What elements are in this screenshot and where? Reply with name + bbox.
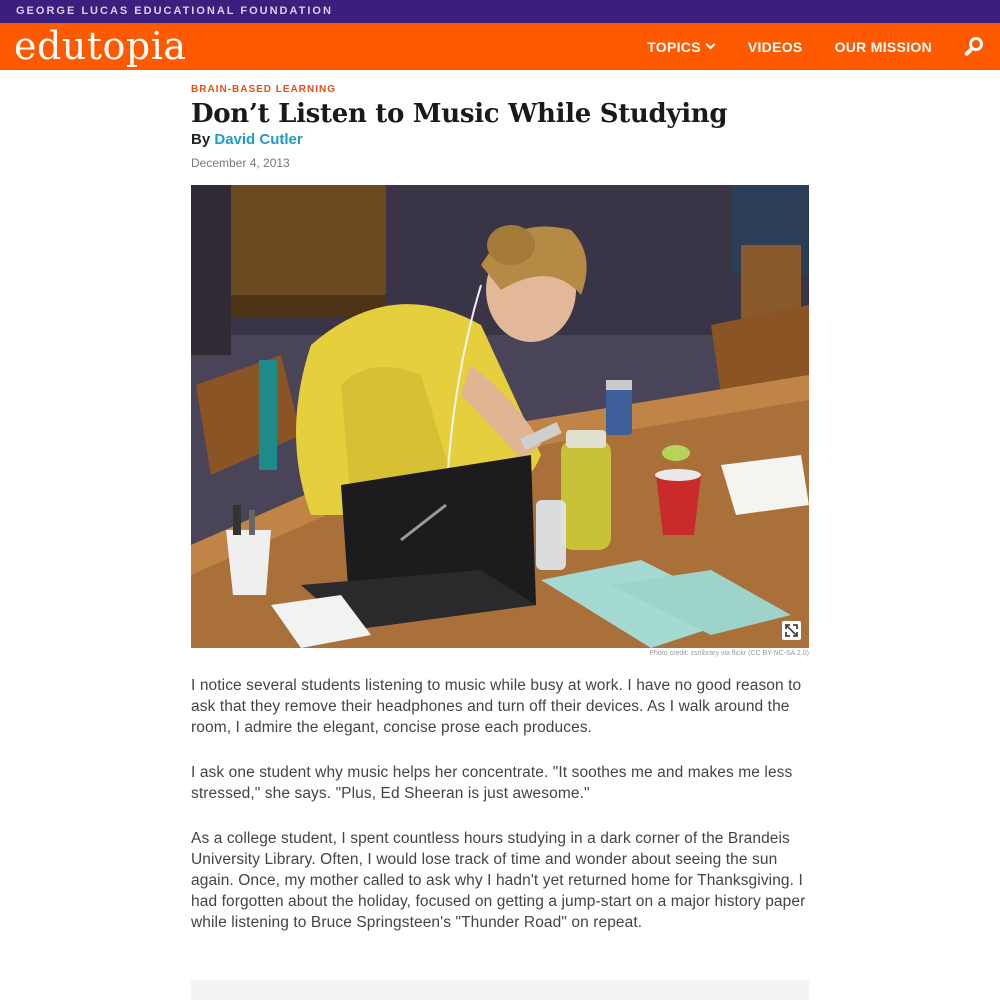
nav-topics-label: TOPICS: [647, 38, 701, 55]
paragraph: As a college student, I spent countless hours studying in a dark corner of the Brandeis University Library. Often, I would lose track of time and wonder about seeing the sun again. Once, my mother called to ask why I hadn't yet returned home for Thanksgiving. I had forgotten about the holiday, focused on getting a jump-start on a major history paper while listening to Bruce Springsteen's "Thunder Road" on repeat.: [191, 830, 806, 931]
content-box-placeholder: [191, 980, 809, 1000]
article: [191, 70, 809, 931]
nav-mission-label: OUR MISSION: [834, 38, 932, 55]
main-nav: [647, 23, 1000, 70]
nav-videos-label: VIDEOS: [747, 38, 803, 55]
student-studying-illustration: [191, 185, 809, 648]
chevron-down-icon: [705, 40, 715, 50]
foundation-bar: [0, 0, 1000, 23]
article-category[interactable]: BRAIN-BASED LEARNING: [191, 84, 336, 95]
nav-topics[interactable]: [647, 39, 714, 55]
paragraph: I ask one student why music helps her concentrate. "It soothes me and makes me less stressed," she says. "Plus, Ed Sheeran is just awesome.": [191, 764, 793, 802]
byline: [191, 131, 809, 148]
nav-our-mission[interactable]: [835, 39, 932, 55]
nav-videos[interactable]: [748, 39, 803, 55]
hero-image[interactable]: [191, 185, 809, 648]
article-body: [191, 675, 809, 957]
author-link[interactable]: David Cutler: [214, 131, 303, 148]
article-title: Don’t Listen to Music While Studying: [191, 99, 728, 129]
publish-date: December 4, 2013: [191, 156, 290, 170]
search-icon[interactable]: [962, 36, 984, 58]
foundation-name: GEORGE LUCAS EDUCATIONAL FOUNDATION: [16, 5, 333, 17]
expand-icon: [782, 621, 801, 640]
site-header: [0, 23, 1000, 70]
byline-prefix: By: [191, 131, 211, 148]
edutopia-logo[interactable]: edutopia: [14, 24, 187, 68]
paragraph: I notice several students listening to music while busy at work. I have no good reason to ask that they remove their headphones and turn off their devices. As I walk around the room, I admire the elegant, concise prose each produces.: [191, 677, 802, 736]
photo-credit: Photo credit: zsrlibrary via flickr (CC BY-NC-SA 2.0): [649, 650, 809, 657]
expand-image-button[interactable]: [782, 621, 801, 640]
